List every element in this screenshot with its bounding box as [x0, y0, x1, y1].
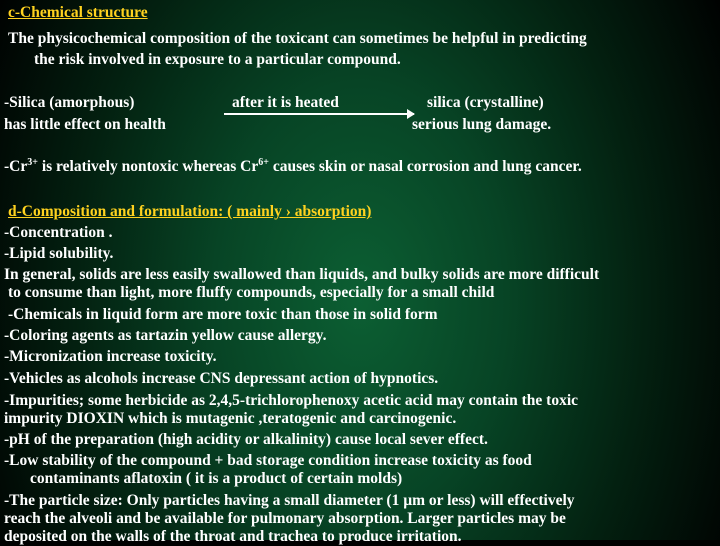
- item-particle-line-1: -The particle size: Only particles having a small diameter (1 µm or less) will effectively: [4, 492, 575, 509]
- item-concentration: -Concentration .: [4, 224, 113, 241]
- item-particle-line-3: deposited on the walls of the throat and trachea to produce irritation.: [4, 528, 462, 545]
- cr-part-1: -Cr: [4, 158, 28, 175]
- item-lipid-solubility: -Lipid solubility.: [4, 245, 114, 262]
- item-general-line-1: In general, solids are less easily swallowed than liquids, and bulky solids are more difficult: [4, 266, 600, 283]
- item-general-line-2: to consume than light, more fluffy compounds, especially for a small child: [8, 284, 495, 301]
- silica-amorphous-effect: has little effect on health: [4, 116, 166, 133]
- cr3-superscript: 3+: [27, 156, 38, 168]
- arrow-right-icon: [224, 113, 414, 115]
- silica-crystalline: silica (crystalline): [427, 94, 544, 111]
- chromium-line: [4, 158, 582, 176]
- cr-part-3: causes skin or nasal corrosion and lung cancer.: [268, 158, 582, 175]
- intro-line-2: the risk involved in exposure to a particular compound.: [34, 51, 401, 68]
- heated-label: after it is heated: [232, 94, 339, 111]
- item-impurities-line-1: -Impurities; some herbicide as 2,4,5-trichlorophenoxy acetic acid may contain the toxic: [4, 392, 578, 409]
- cr6-superscript: 6+: [258, 156, 269, 168]
- item-ph: -pH of the preparation (high acidity or alkalinity) cause local sever effect.: [4, 431, 488, 448]
- silica-amorphous: -Silica (amorphous): [4, 94, 135, 111]
- silica-crystalline-effect: serious lung damage.: [412, 116, 552, 133]
- item-micronization: -Micronization increase toxicity.: [4, 348, 217, 365]
- item-particle-line-2: reach the alveoli and be available for pulmonary absorption. Larger particles may be: [4, 510, 566, 527]
- item-coloring-agents: -Coloring agents as tartazin yellow cause allergy.: [4, 327, 327, 344]
- heading-chemical-structure: c-Chemical structure: [8, 4, 148, 21]
- item-stability-line-1: -Low stability of the compound + bad storage condition increase toxicity as food: [4, 452, 532, 469]
- cr-part-2: is relatively nontoxic whereas Cr: [37, 158, 259, 175]
- item-impurities-line-2: impurity DIOXIN which is mutagenic ,teratogenic and carcinogenic.: [4, 410, 457, 427]
- item-stability-line-2: contaminants aflatoxin ( it is a product of certain molds): [30, 470, 403, 487]
- heading-composition-text: d-Composition and formulation: ( mainly › absorption): [8, 203, 372, 220]
- item-liquid-form: -Chemicals in liquid form are more toxic than those in solid form: [8, 306, 438, 323]
- item-vehicles: -Vehicles as alcohols increase CNS depressant action of hypnotics.: [4, 370, 439, 387]
- heading-composition: [8, 203, 371, 221]
- intro-line-1: The physicochemical composition of the toxicant can sometimes be helpful in predicting: [8, 30, 587, 47]
